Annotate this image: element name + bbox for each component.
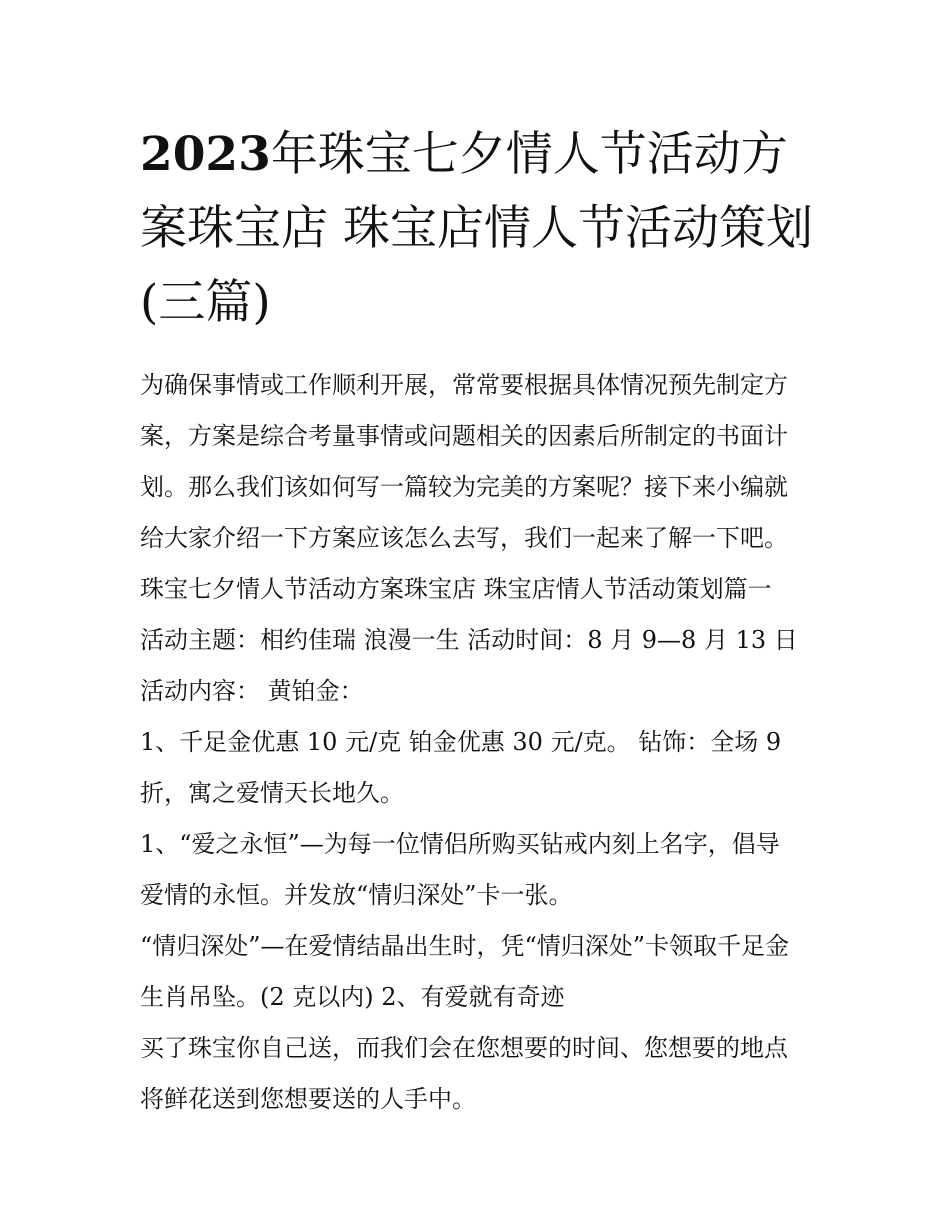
body-line: 为确保事情或工作顺利开展，常常要根据具体情况预先制定方 [140, 371, 788, 399]
body-line: 1、千足金优惠 10 元/克 铂金优惠 30 元/克。 钻饰：全场 9 [140, 728, 782, 756]
document-title [140, 118, 820, 340]
body-line: 划。那么我们该如何写一篇较为完美的方案呢？接下来小编就 [140, 473, 788, 501]
body-line: 活动内容： 黄铂金： [140, 677, 364, 705]
body-line: 生肖吊坠。(2 克以内) 2、有爱就有奇迹 [140, 983, 565, 1011]
body-line: 案，方案是综合考量事情或问题相关的因素后所制定的书面计 [140, 422, 788, 450]
body-line: 给大家介绍一下方案应该怎么去写，我们一起来了解一下吧。 [140, 524, 788, 552]
body-line: 珠宝七夕情人节活动方案珠宝店 珠宝店情人节活动策划篇一 [140, 575, 772, 603]
body-line: 买了珠宝你自己送，而我们会在您想要的时间、您想要的地点 [140, 1034, 788, 1062]
body-line: “情归深处”—在爱情结晶出生时，凭“情归深处”卡领取千足金 [140, 932, 790, 960]
document-page [140, 118, 820, 1125]
document-body [140, 360, 820, 1125]
body-line: 爱情的永恒。并发放“情归深处”卡一张。 [140, 881, 573, 909]
body-line: 折，寓之爱情天长地久。 [140, 779, 404, 807]
title-text: 年珠宝七夕情人节活动方案珠宝店 珠宝店情人节活动策划(三篇) [140, 127, 813, 330]
body-line: 活动主题：相约佳瑞 浪漫一生 活动时间：8 月 9—8 月 13 日 [140, 626, 798, 654]
body-line: 1、“爱之永恒”—为每一位情侣所购买钻戒内刻上名字，倡导 [140, 830, 780, 858]
body-line: 将鲜花送到您想要送的人手中。 [140, 1085, 476, 1113]
title-year: 2023 [140, 127, 271, 182]
